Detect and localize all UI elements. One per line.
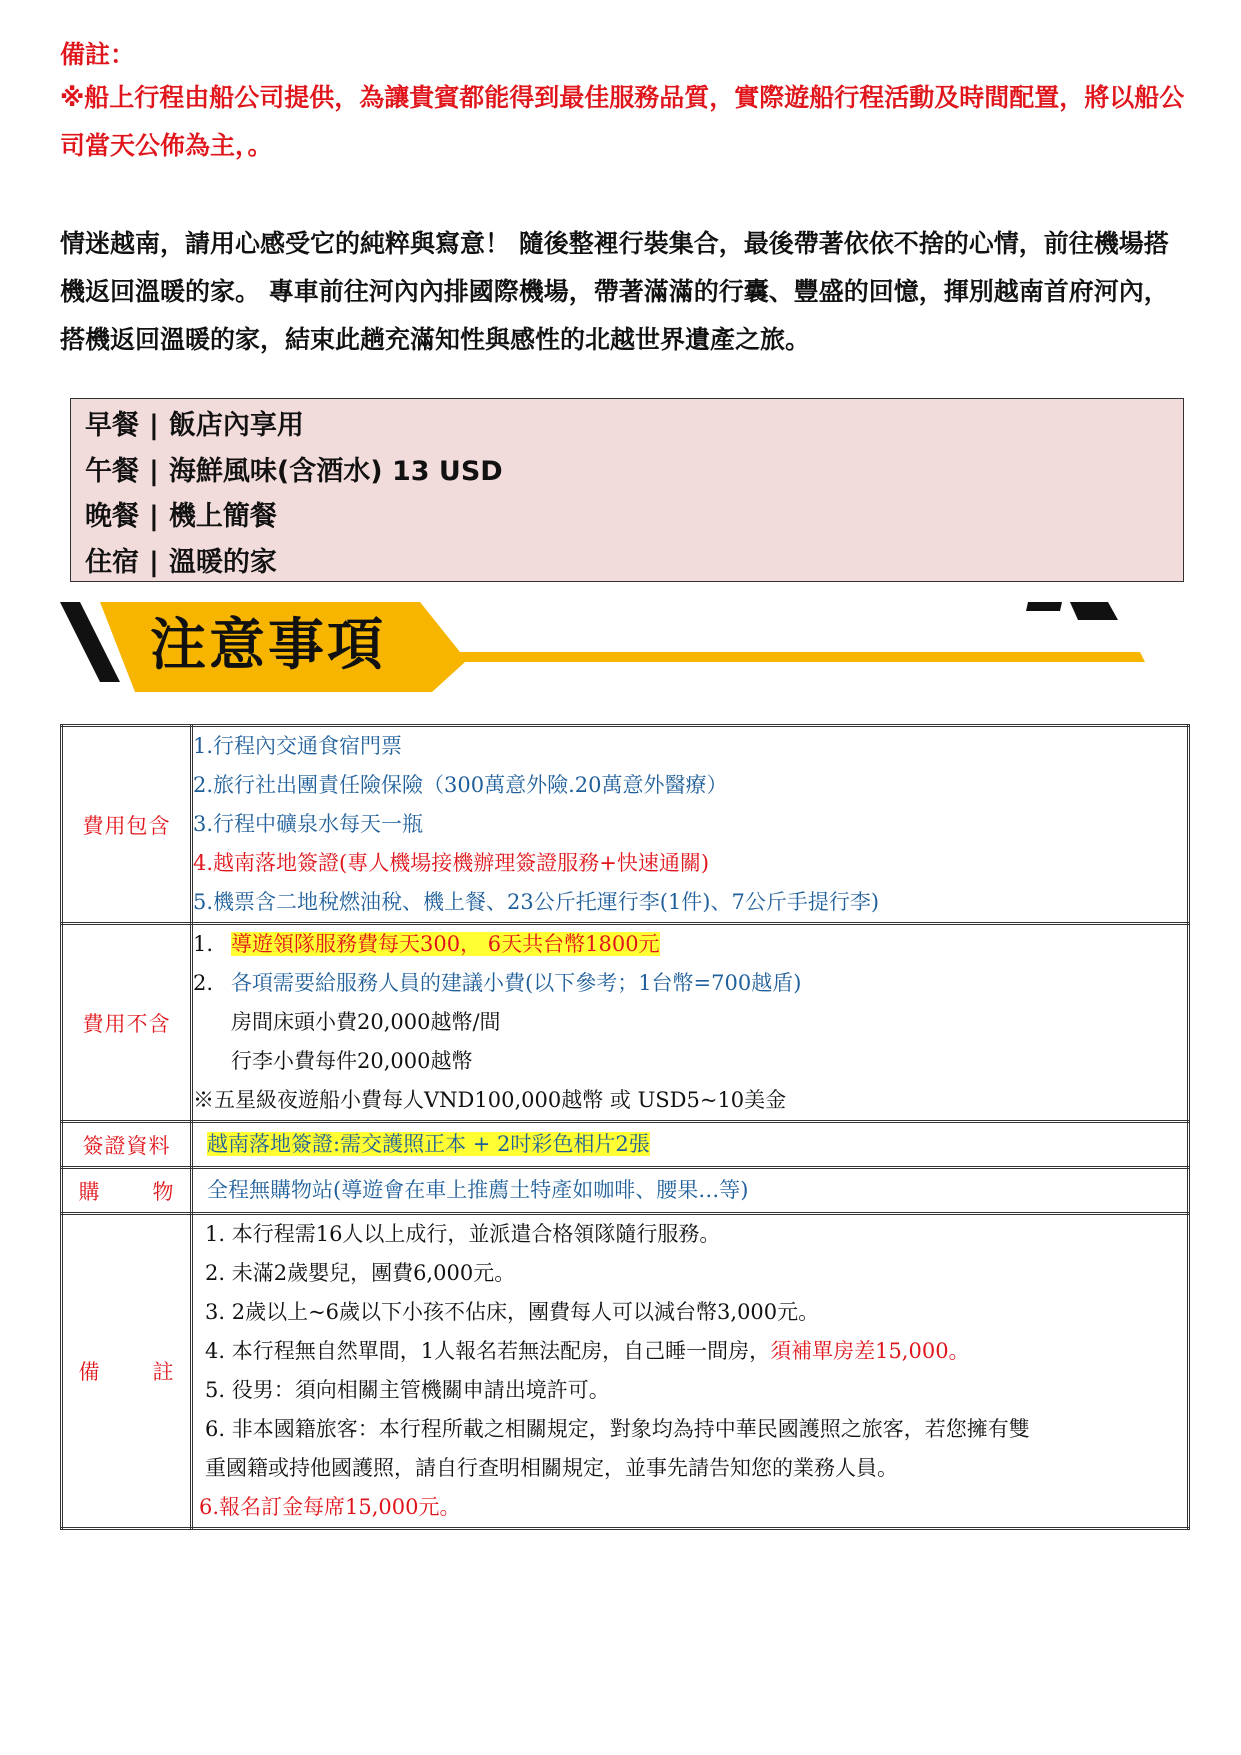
excluded-sub: 行李小費每件20,000越幣: [231, 1049, 473, 1073]
banner-black-dash: [1026, 602, 1062, 611]
included-item: 3.行程中礦泉水每天一瓶: [193, 812, 424, 836]
content-visa: [192, 1122, 1189, 1168]
remark-item-4-red: 須補單房差15,000。: [770, 1339, 970, 1363]
remark-item-6b: 重國籍或持他國護照，請自行查明相關規定，並事先請告知您的業務人員。: [205, 1456, 898, 1480]
content-remarks: [192, 1214, 1189, 1529]
remark-item: 1. 本行程需16人以上成行，並派遣合格領隊隨行服務。: [205, 1222, 721, 1246]
notes-table: [60, 724, 1190, 1530]
remarks-label-text: 備註: [78, 1360, 175, 1384]
excluded-item-2: [193, 964, 1187, 1003]
remark-item: 2. 未滿2歲嬰兒，團費6,000元。: [205, 1261, 516, 1285]
content-excluded: [192, 924, 1189, 1122]
included-item: 4.越南落地簽證(專人機場接機辦理簽證服務+快速通關): [193, 851, 710, 875]
meal-value: 飯店內享用: [168, 410, 304, 441]
remark-deposit: 6.報名訂金每席15,000元。: [199, 1495, 461, 1519]
visa-text: 越南落地簽證:需交護照正本 + 2吋彩色相片2張: [207, 1132, 650, 1156]
excluded-sub: 房間床頭小費20,000越幣/間: [231, 1010, 501, 1034]
remark-section: [60, 36, 1190, 170]
excluded-item-num: 2.: [193, 971, 214, 995]
meal-value: 海鮮風味(含酒水) 13 USD: [168, 455, 503, 487]
row-shopping: [62, 1168, 1189, 1214]
meal-label: 午餐: [85, 455, 139, 487]
label-visa: 簽證資料: [62, 1122, 192, 1168]
remark-item-4-text: 4. 本行程無自然單間，1人報名若無法配房，自己睡一間房，: [205, 1339, 771, 1363]
shopping-label-text: 購物: [78, 1179, 175, 1204]
remark-item-6a: 6. 非本國籍旅客：本行程所載之相關規定，對象均為持中華民國護照之旅客，若您擁有雙: [205, 1417, 1030, 1441]
row-remarks: [62, 1214, 1189, 1529]
row-visa: [62, 1122, 1189, 1168]
remark-text: ※船上行程由船公司提供，為讓貴賓都能得到最佳服務品質，實際遊船行程活動及時間配置，將以船公司當天公佈為主，。: [60, 83, 1185, 160]
meal-label: 住宿: [85, 546, 139, 578]
meal-value: 溫暖的家: [168, 546, 277, 578]
remark-item: 3. 2歲以上~6歲以下小孩不佔床，團費每人可以減台幣3,000元。: [205, 1300, 820, 1324]
excluded-note: ※五星級夜遊船小費每人VND100,000越幣 或 USD5~10美金: [193, 1088, 787, 1112]
excluded-item-1: [193, 925, 1187, 964]
meal-label: 晚餐: [85, 501, 139, 532]
meal-row-dinner: 晚餐 | 機上簡餐: [85, 501, 277, 532]
label-included: 費用包含: [62, 726, 192, 924]
excluded-item-text: 各項需要給服務人員的建議小費(以下參考；1台幣=700越盾): [231, 971, 802, 995]
meal-label: 早餐: [85, 410, 139, 441]
label-remarks: [62, 1214, 192, 1529]
included-item: 1.行程內交通食宿門票: [193, 734, 403, 758]
banner-title: 注意事項: [150, 613, 386, 678]
row-excluded: [62, 924, 1189, 1122]
included-item: 2.旅行社出團責任險保險（300萬意外險.20萬意外醫療）: [193, 773, 728, 797]
meals-box: [70, 398, 1184, 582]
content-included: [192, 726, 1189, 924]
label-excluded: 費用不含: [62, 924, 192, 1122]
content-shopping: [192, 1168, 1189, 1214]
meal-row-breakfast: 早餐 | 飯店內享用: [85, 410, 304, 441]
label-shopping: [62, 1168, 192, 1214]
visa-text-line: [193, 1125, 1187, 1164]
remark-title: 備註：: [60, 40, 136, 69]
row-included: [62, 726, 1189, 924]
excluded-item-num: 1.: [193, 932, 214, 956]
intro-paragraph: 情迷越南，請用心感受它的純粹與寫意！ 隨後整裡行裝集合，最後帶著依依不捨的心情，前往機場搭機返回溫暖的家。 專車前往河內內排國際機場，帶著滿滿的行囊、豐盛的回憶，揮別越南首府河內，搭機返回溫暖的家，結束此趟充滿知性與感性的北越世界遺產之旅。: [60, 229, 1169, 354]
meal-row-lunch: 午餐 | 海鮮風味(含酒水) 13 USD: [85, 455, 503, 487]
remark-item: 5. 役男：須向相關主管機關申請出境許可。: [205, 1378, 610, 1402]
notes-banner: [60, 602, 1160, 692]
remark-item-4: [205, 1332, 1187, 1371]
excluded-item-text: 導遊領隊服務費每天300， 6天共台幣1800元: [231, 932, 660, 956]
included-item: 5.機票含二地稅燃油稅、機上餐、23公斤托運行李(1件)、7公斤手提行李): [193, 890, 880, 914]
meal-row-lodging: 住宿 | 溫暖的家: [85, 546, 277, 578]
meal-value: 機上簡餐: [168, 501, 277, 532]
shopping-text: 全程無購物站(導遊會在車上推薦土特產如咖啡、腰果…等): [207, 1178, 749, 1202]
banner-black-block: [1070, 602, 1118, 620]
